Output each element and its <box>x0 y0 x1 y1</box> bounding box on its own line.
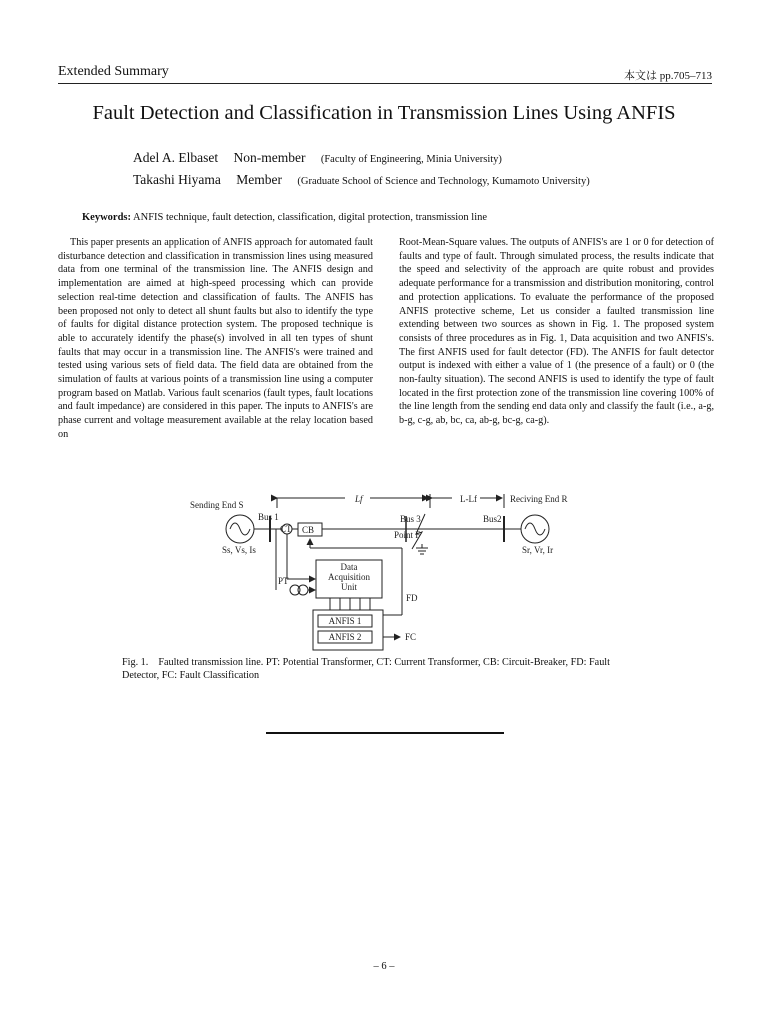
daq-label-line-2: Acquisition <box>328 572 370 582</box>
daq-label-line-3: Unit <box>340 582 358 592</box>
author-affiliation: (Graduate School of Science and Technology, Kumamoto University) <box>297 176 590 187</box>
cb-label: CB <box>302 525 315 535</box>
header-divider <box>58 83 712 84</box>
daq-label-line-1: Data <box>340 562 358 572</box>
l-minus-lf-label: L-Lf <box>460 494 477 504</box>
sending-end-label: Sending End S <box>190 500 244 510</box>
caption-label: Fig. 1. <box>122 657 149 668</box>
bus3-label: Bus 3 <box>400 514 421 524</box>
anfis2-label: ANFIS 2 <box>328 632 362 642</box>
sending-params-label: Ss, Vs, Is <box>222 545 256 555</box>
anfis1-label: ANFIS 1 <box>328 616 362 626</box>
author-affiliation: (Faculty of Engineering, Minia University) <box>320 154 502 165</box>
author-membership: Member <box>236 172 283 187</box>
body-column-right: Root-Mean-Square values. The outputs of ANFIS's are 1 or 0 for detection of faults and type of fault. Through simulated process, the results indicate that the speed and selectivity of the approach are quite robust and provides adequate performance for a transmission and distribution monitoring, control and protection applications. To evaluate the performance of the proposed ANFIS protective scheme, Let us consider a faulted transmission line extending between two sources as shown in Fig. 1. The proposed system consists of three procedures as in Fig. 1, Data acquisition and two ANFIS's. The first ANFIS used for fault detector (FD). The ANFIS for fault detector output is indexed with either a value of 1 (the presence of a fault) or 0 (the non-faulty situation). The second ANFIS is used to identify the type of fault located in the first protection zone of the transmission line covering 100% of the line length from the sending end data only and classify the fault (i.e., a-g, b-g, c-g, ab, bc, ca, ab-g, bc-g, ca-g). <box>399 237 714 427</box>
keywords <box>82 212 487 223</box>
fc-label: FC <box>405 632 417 642</box>
end-of-summary-rule <box>266 732 504 734</box>
author-2 <box>133 172 590 188</box>
author-membership: Non-member <box>233 150 306 165</box>
bus2-label: Bus2 <box>483 514 502 524</box>
sine-wave-icon <box>525 523 545 535</box>
caption-text: Faulted transmission line. PT: Potential Transformer, CT: Current Transformer, CB: Circuit-Breaker, FD: Fault Detector, FC: Fault Classification <box>122 657 610 681</box>
lf-label: Lf <box>355 494 363 504</box>
transmission-line-diagram <box>180 486 600 656</box>
keywords-text: ANFIS technique, fault detection, classification, digital protection, transmission line <box>133 212 488 223</box>
header-section-label: Extended Summary <box>58 64 169 79</box>
receiving-end-label: Reciving End R <box>510 494 568 504</box>
sine-wave-icon <box>230 523 250 535</box>
ct-label: CT <box>280 524 292 534</box>
page-number: – 6 – <box>373 961 395 972</box>
bus1-label: Bus 1 <box>258 512 279 522</box>
keywords-label: Keywords: <box>82 212 131 223</box>
pt-label: PT <box>278 576 289 586</box>
paper-title: Fault Detection and Classification in Transmission Lines Using ANFIS <box>92 102 676 124</box>
author-1 <box>133 150 502 166</box>
body-column-left: This paper presents an application of ANFIS approach for automated fault disturbance detection and classification in transmission lines using measured data from one terminal of the transmission line. The ANFIS design and implementation are aimed at high-speed processing which can provide selection real-time detection and classification of faults. The ANFIS has been proposed not only to detect all shunt faults but also to identify the type of faults for digital distance protection system. The proposed technique is able to accurately identify the phase(s) involved in all ten types of shunt faults that may occur in a transmission line. The ANFIS's were trained and tested using various sets of field data. The field data are obtained from the simulation of faults at various points of a transmission line using a computer program based on Matlab. Various fault scenarios (fault types, fault locations and fault impedance) are considered in this paper. The inputs to ANFIS's are phase current and voltage measurement available at the relay location based on <box>58 237 373 440</box>
point-f-label: Point F <box>394 530 421 540</box>
author-name: Takashi Hiyama <box>133 172 221 187</box>
figure-1-diagram <box>180 486 600 656</box>
receiving-params-label: Sr, Vr, Ir <box>522 545 554 555</box>
fd-label: FD <box>406 593 418 603</box>
figure-caption <box>122 656 642 682</box>
header-page-reference: 本文は pp.705–713 <box>624 70 712 82</box>
author-name: Adel A. Elbaset <box>133 150 219 165</box>
